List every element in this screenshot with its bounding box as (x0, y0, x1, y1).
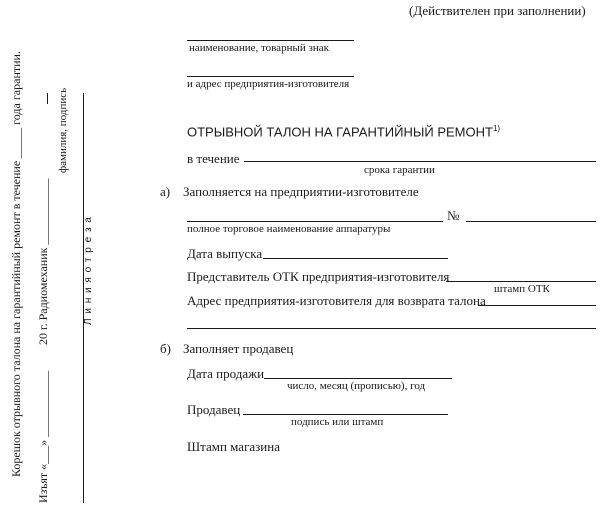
otk-label: Представитель ОТК предприятия-изготовителя (187, 269, 450, 284)
manufacturer-address-caption: и адрес предприятия-изготовителя (187, 78, 350, 90)
device-number-field[interactable] (466, 221, 596, 222)
device-name-caption: полное торговое наименование аппаратуры (187, 223, 391, 235)
validity-note: (Действителен при заполнении) (409, 3, 586, 18)
manufacturer-name-field[interactable] (187, 40, 354, 41)
device-name-field[interactable] (187, 221, 443, 222)
manufacturer-address-field[interactable] (187, 76, 354, 77)
seller-field[interactable] (243, 414, 448, 415)
stub-divider-short (47, 93, 48, 104)
section-a-marker: а) (160, 184, 171, 199)
release-date-field[interactable] (263, 258, 448, 259)
return-address-field[interactable] (478, 305, 596, 306)
otk-caption: штамп ОТК (494, 283, 550, 295)
return-address-field-2[interactable] (187, 328, 596, 329)
sale-date-label: Дата продажи (187, 366, 265, 381)
return-address-label: Адрес предприятия-изготовителя для возврата талона (187, 293, 486, 308)
cut-line-label: Л и н и я о т р е з а (83, 216, 94, 325)
stub-year-mechanic: 20 г. Радиомеханик ___________ (36, 178, 50, 345)
seller-label: Продавец (187, 402, 241, 417)
sale-date-field[interactable] (264, 378, 452, 379)
manufacturer-name-caption: наименование, товарный знак (189, 42, 329, 54)
stub-withdrawn: Изъят «___» ___________ (36, 370, 50, 503)
shop-stamp-label: Штамп магазина (187, 439, 280, 454)
page-title: ОТРЫВНОЙ ТАЛОН НА ГАРАНТИЙНЫЙ РЕМОНТ$^{1)}$ (187, 124, 501, 140)
stub-signature-caption: фамилия, подпись (57, 87, 69, 173)
seller-caption: подпись или штамп (291, 416, 384, 428)
sale-date-caption: число, месяц (прописью), год (287, 380, 426, 392)
section-b-heading: Заполняет продавец (183, 341, 294, 356)
stub-description: Корешок отрывного талона на гарантийный ремонт в течение _____ года гарантии. (9, 51, 23, 477)
warranty-caption: срока гарантии (364, 164, 435, 176)
section-b-marker: б) (160, 341, 171, 356)
warranty-label: в течение (187, 151, 240, 166)
release-date-label: Дата выпуска (187, 246, 263, 261)
section-a-heading: Заполняется на предприятии-изготовителе (183, 184, 419, 199)
warranty-period-field[interactable] (244, 161, 596, 162)
number-label: № (447, 208, 460, 223)
cut-line[interactable] (83, 93, 84, 503)
title-footnote: 1) (492, 124, 501, 133)
otk-field[interactable] (446, 281, 596, 282)
